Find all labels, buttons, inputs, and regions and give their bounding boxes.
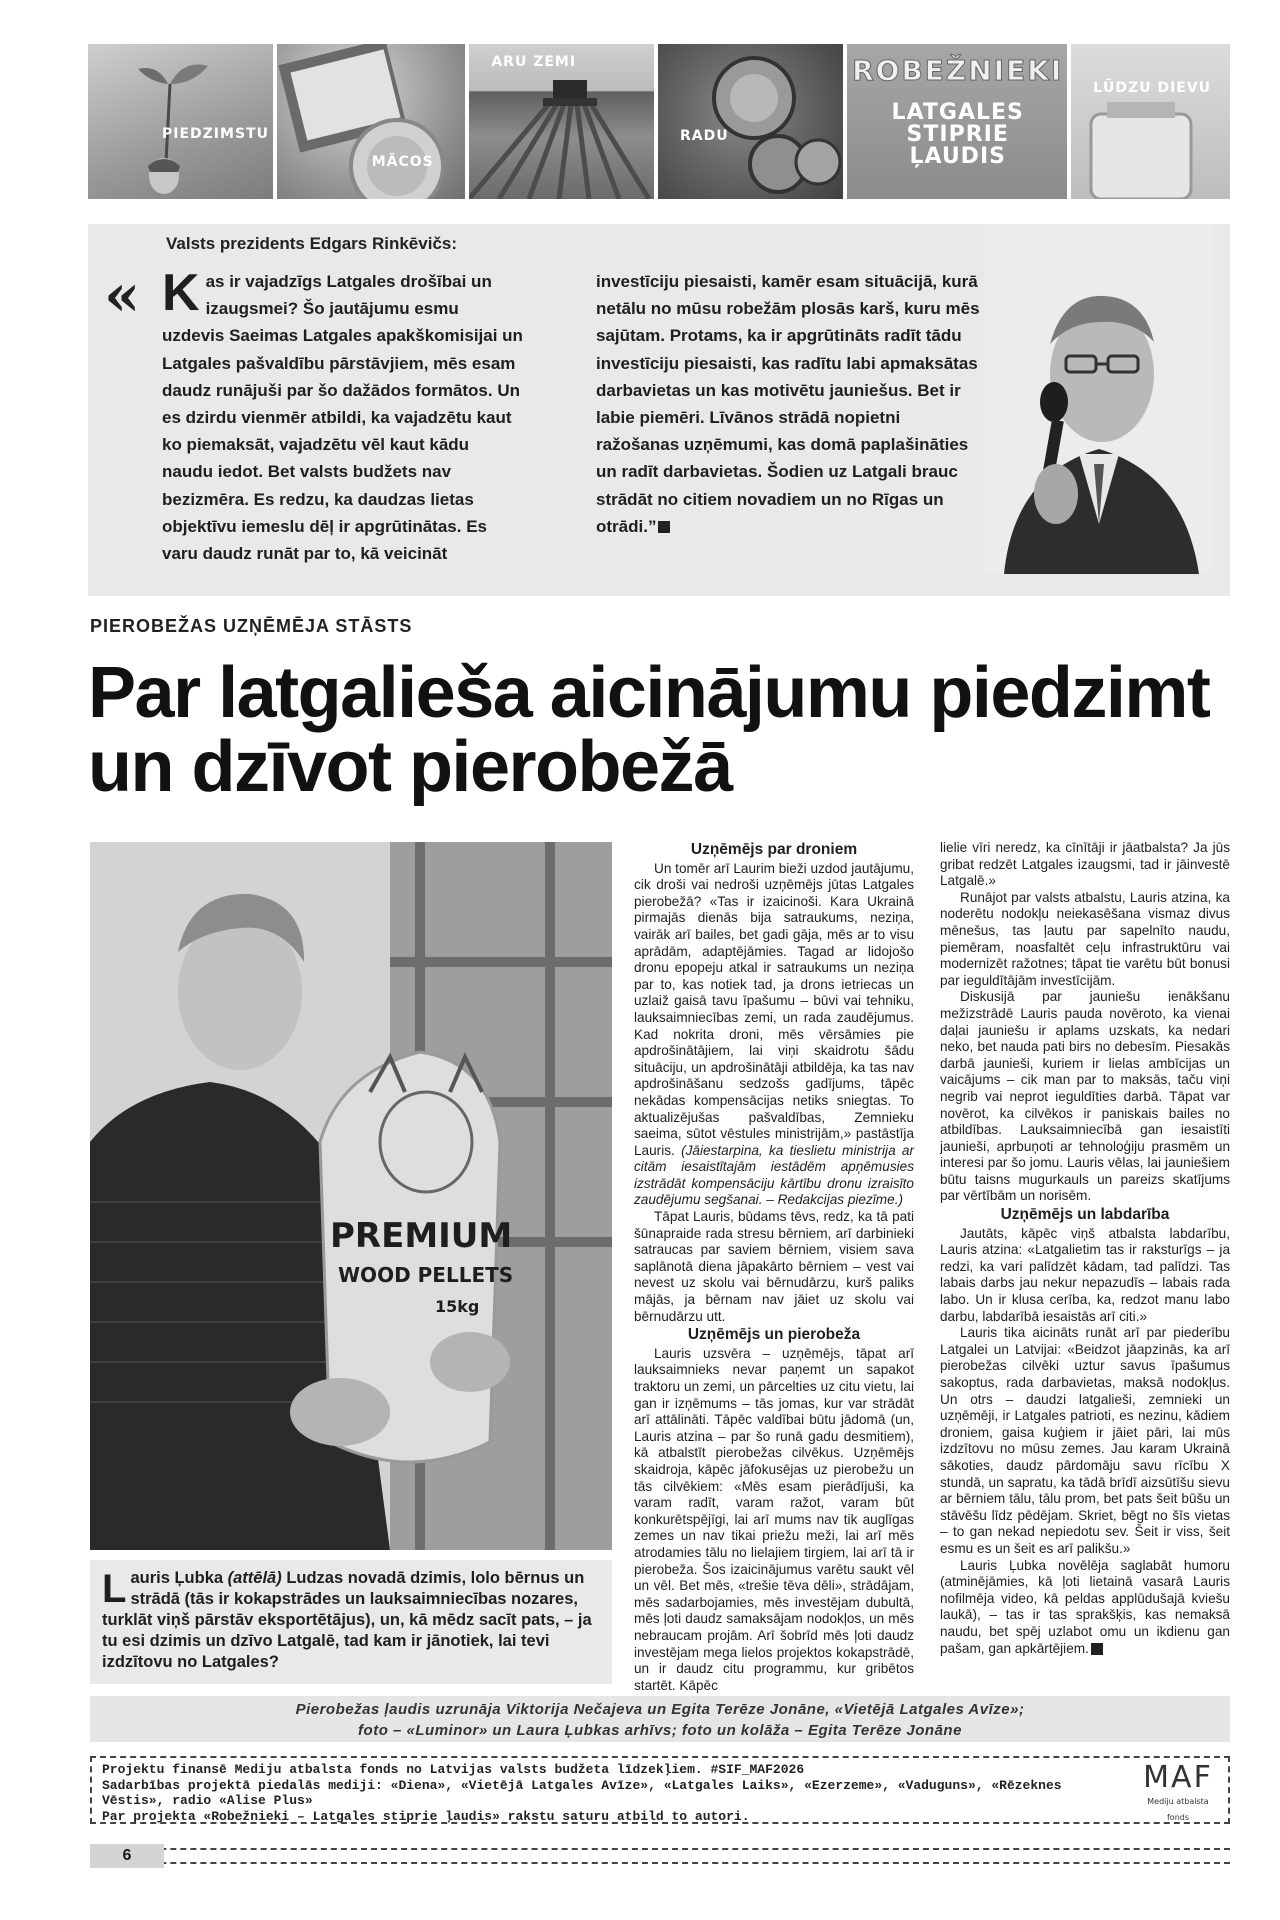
paragraph: Runājot par valsts atbalstu, Lauris atzina, ka noderētu nodokļu neiekasēšana vismaz divus mēnešus, tas ļautu par sapelnīto naudu, piemēram, noasfaltēt ceļu infrastruktūru vai modernizēt ražotnes; tāpat tie varētu būt bonusi par ieguldītājām investīcijām. — [940, 889, 1230, 988]
article-kicker: PIEROBEŽAS UZŅĒMĒJA STĀSTS — [90, 616, 413, 636]
author-credits — [90, 1696, 1230, 1742]
paragraph: lielie vīri neredz, ka cīnītāji ir jāatbalsta? Ja jūs gribat redzēt Latgales izaugsmi, tad ir jāinvestē Latgalē.» — [940, 840, 1230, 889]
brand-sub-2: STIPRIE — [906, 122, 1009, 147]
paragraph — [940, 1558, 1230, 1658]
candles-image — [658, 44, 843, 199]
paragraph: Tāpat Lauris, būdams tēvs, redz, ka tā pati šūnapraide rada stresu bērniem, arī darbinieki satraucas par saviem bērniem, visiem sava saplānotā diena jāpakārto bērniem – vest vai nevest uz skolu vai bērnudārzu, kurš paliks mājās, ja bērnam nav jāiet uz skolu vai bērnudārzu utt. — [634, 1209, 914, 1324]
quote-text-2: investīciju piesaisti, kamēr esam situācijā, kurā netālu no mūsu robežām plosās karš, kuru mēs sajūtam. Protams, ka ir apgrūtināts radīt tādu investīciju piesaisti, kas radītu labi apmaksātas darbavietas un kas motivētu jauniešus. Bet ir labie piemēri. Līvānos strādā nopietni ražošanas uzņēmumi, kas domā paplašināties un radīt darbavietas. Šodien uz Latgali brauc strādāt no citiem novadiem un no Rīgas un otrādi.” — [596, 272, 980, 536]
tile-label: RADU — [680, 128, 729, 144]
maf-logo-subtext: Mediju atbalsta fonds — [1147, 1797, 1209, 1822]
caption-em: (attēlā) — [227, 1569, 282, 1587]
funding-line-1: Projektu finansē Mediju atbalsta fonds no Latvijas valsts budžeta līdzekļiem. #SIF_MAF2026 — [102, 1762, 805, 1777]
funding-notice — [90, 1756, 1230, 1824]
books-cup-image — [277, 44, 466, 199]
tile-label: LŪDZU DIEVU — [1093, 80, 1212, 96]
tile-aru-zemi — [469, 44, 654, 199]
header-photo-strip — [88, 44, 1230, 199]
page-number: 6 — [90, 1844, 164, 1868]
tile-radu — [658, 44, 843, 199]
man-with-pellet-bag-image — [90, 842, 612, 1550]
caption-name: auris Ļubka — [130, 1569, 228, 1587]
tile-label: PIEDZIMSTU — [162, 126, 269, 142]
article-title — [88, 653, 1238, 807]
tile-macos — [277, 44, 466, 199]
tile-label: ARU ZEMI — [491, 54, 577, 70]
subheading-labdariba: Uzņēmējs un labdarība — [1000, 1206, 1170, 1224]
credit-line-2: foto – «Luminor» un Laura Ļubkas arhīvs; foto un kolāža – Egita Terēze Jonāne — [358, 1722, 962, 1739]
paragraph: Jautāts, kāpēc viņš atbalsta labdarību, Lauris atzina: «Latgalietim tas ir raksturīgs – ja redzi, ka vari palīdzēt kādam, tad palīdzi. Tas labais darbs jau nekur nepazudīs – labais rada labo. Un ir klusa cerība, ka, redzot manu labo darbu, labdarībā iesaistās arī citi.» — [940, 1225, 1230, 1324]
tile-label: MĀCOS — [371, 154, 434, 170]
end-mark-icon — [658, 521, 670, 533]
article-column-b — [940, 840, 1230, 1657]
quote-speaker: Valsts prezidents Edgars Rinkēvičs: — [166, 234, 458, 253]
maf-logo — [1138, 1762, 1218, 1825]
funding-line-3: Par projekta «Robežnieki – Latgales stiprie ļaudis» rakstu saturu atbild to autori. — [102, 1808, 750, 1824]
paragraph: Diskusijā par jauniešu ienākšanu mežizstrādē Lauris pauda novēroto, ka vienai daļai jauniešu ir aplams uzskats, ka nedari neko, bet nauda pati birs no debesīm. Piesakās darbā jaunieši, kuriem ir lielas ambīcijas un vaicājums – cik man par to maksās, taču viņi negrib vai neprot ieguldīties darbā. Tāpat var novērot, ka cilvēkos ir paniskais bailes no atbildības. Lauksaimniecībā gan iesaistīti jaunieši, aprbuņoti ar tehnoloģiju prasmēm un interesi par šo jomu. Lauris vēlas, lai jauniešiem būtu taisns mugurkauls un pareizs skatījums par vērtībām un norisēm. — [940, 989, 1230, 1204]
bag-sub-text: WOOD PELLETS — [338, 1263, 514, 1287]
caption-dropcap: L — [102, 1567, 127, 1611]
page-footer-bar — [90, 1848, 1230, 1864]
brand-sub-3: ĻAUDIS — [909, 144, 1006, 169]
quote-dropcap: K — [162, 264, 200, 322]
title-line-2: un dzīvot pierobežā — [88, 727, 732, 807]
quote-mark: « — [104, 261, 141, 329]
brand-title: ROBEŽNIEKI — [852, 54, 1064, 87]
photo-caption — [90, 1560, 612, 1684]
quote-text-1: as ir vajadzīgs Latgales drošībai un izaugsmei? Šo jautājumu esmu uzdevis Saeimas Latgales apakškomisijai un Latgales pašvaldību pārstāvjiem, mēs esam daudz runājuši par šo dažādos formātos. Un es dzirdu vienmēr atbildi, ka vajadzētu kaut ko piemaksāt, vajadzētu vēl kaut kādu naudu iedot. Bet valsts budžets nav bezizmēra. Es redzu, ka daudzas lietas objektīvu iemeslu dēļ ir apgrūtinātas. Es varu daudz runāt par to, kā veicināt — [162, 272, 523, 564]
tile-ludzu-dievu — [1071, 44, 1230, 199]
credit-line-1: Pierobežas ļaudis uzrunāja Viktorija Nečajeva un Egita Terēze Jonāne, «Vietējā Latgales Avīze»; — [295, 1701, 1025, 1718]
editor-note: (Jāiestarpina, ka tieslietu ministrija ar citām iesaistītajām iestādēm apņēmusies izstrādāt kompensāciju kārtību dronu izraisīto zaudējumu segšanai. – Redakcijas piezīme.) — [634, 1142, 915, 1208]
bag-brand-text: PREMIUM — [330, 1216, 513, 1256]
honey-jar-image — [1071, 44, 1230, 199]
quote-column-2 — [596, 268, 986, 540]
funding-line-2: Sadarbības projektā piedalās mediji: «Diena», «Vietējā Latgales Avīze», «Latgales Laiks», «Ezerzeme», «Vaduguns», «Rēzeknes Vēstis», radio «Alise Plus» — [102, 1777, 1062, 1808]
president-quote-box — [88, 224, 1230, 596]
brand-sub-1: LATGALES — [891, 100, 1024, 125]
president-portrait-image — [984, 224, 1214, 574]
article-column-a — [634, 840, 914, 1694]
main-photo-lauris — [90, 842, 612, 1550]
acorn-sprout-image — [88, 44, 273, 199]
paragraph: Lauris tika aicināts runāt arī par piederību Latgalei un Latvijai: «Beidzot jāapzinās, ka arī pierobežas cilvēki uztur savus īpašumus sakoptus, rada darbavietas, maksā nodokļus. Un otrs – daudzi latgalieši, zemnieki un uzņēmēji, ir Latgales patrioti, es nezinu, kādiem droniem, gaisa kuģiem ir jāiet pāri, lai mūs izdzītovu no mūsu zemes. Jau karam Ukrainā sākoties, daudz pārdomāju savu rīcību X stundā, un sapratu, ka tādā brīdī aizsūtīšu sievu ar bērniem tālu, tālu prom, bet pats šeit būšu un stāvēšu līdz pēdējam. Skriet, bēgt no šīs vietas – to gan nekad nepiedotu sev. Šeit ir viss, šeit esmu es un šeit es arī palikšu.» — [940, 1325, 1230, 1556]
paragraph-text: Lauris Ļubka novēlēja saglabāt humoru (atminējāmies, kā ļoti lietainā vasarā Lauris nofilmēja video, kā peldas applūdušajā kviešu laukā), – tas ir tas sprakšķis, kas nemaksā naudu, bet spēj uzlabot omu un ikdienu gan pašam, gan apkārtējiem. — [940, 1557, 1230, 1656]
subheading-droni: Uzņēmējs par droniem — [690, 841, 858, 858]
paragraph: Lauris uzsvēra – uzņēmējs, tāpat arī lauksaimnieks nevar paņemt un sapakot traktoru un zemi, un pārcelties uz citu vietu, lai gan ir izņēmums – tās jomas, kur var strādāt arī attālināti. Tāpēc valdībai būtu jādomā (un, Lauris atzina – par šo runā gadu desmitiem), kā atbalstīt pierobežas cilvēkus. Uzņēmējs skaidroja, kāpēc jāfokusējas uz pierobežu un tās cilvēkiem: «Mēs esam pierādījuši, ka varam radīt, varam ražot, varam būt konkurētspējīgi, lai arī mums nav tik auglīgas zemes un nav tikai priežu meži, lai arī mēs atrodamies tālu no lielajiem tirgiem, lai arī tā ir pierobeža. Šos izaicinājumus varētu saukt vēl un vēl. Bet mēs, «trešie tēva dēli», strādājam, mēs sadarbojamies, mēs investējam dubultā, mēs ļoti daudz samaksājam nodokļos, un mēs nebraucam projām. Arī šobrīd mēs ļoti daudz investējam mega lielos projektos kokapstrādē, un ir daudz citu programmu, kur gribētos startēt. Kāpēc — [634, 1345, 914, 1693]
paragraph — [634, 861, 914, 1209]
tile-robezhnieki-brand — [847, 44, 1067, 199]
tile-piedzimstu — [88, 44, 273, 199]
end-mark-icon — [1091, 1643, 1103, 1655]
title-line-1: Par latgalieša aicinājumu piedzimt — [88, 653, 1210, 733]
maf-logo-text: MAF — [1143, 1760, 1213, 1795]
paragraph-text: Un tomēr arī Laurim bieži uzdod jautājumu, cik droši vai nedroši uzņēmējs jūtas Latgales pierobežā? «Tas ir izaicinoši. Kara Ukrainā pirmajās dienās bija satraukums, neziņa, vairāk arī bailes, bet gadi gāja, mēs ar to visu aprādām, adaptējāmies. Tagad ar lidojošo dronu epopeju atkal ir satraukums un neziņa par to, kas notiek tad, ja drons ietriecas un uzlaiž gaisā tavu īpašumu – būvi vai tehniku, lauksaimniecības zemi, un rada zaudējumus. Kad nokrita droni, mēs vērsāmies pie apdrošinātājiem, lai viņi skaidrotu šādu situāciju, un apdrošinātāji atbildēja, ka tas nav apdrošināšanu sedzošs gadījums, tāpēc nekādas kompensācijas netiks sniegtas. To aktualizējušas pašvaldības, Zemnieku saeima, sūtot vēstules ministrijām,» pastāstīja Lauris. — [634, 860, 914, 1158]
bag-weight-text: 15kg — [435, 1297, 480, 1316]
subheading-pierobeza: Uzņēmējs un pierobeža — [687, 1326, 861, 1344]
quote-column-1 — [162, 264, 524, 567]
caption-rest: Ludzas novadā dzimis, lolo bērnus un strādā (tās ir kokapstrādes un lauksaimniecības nozares, turklāt viņš pārstāv eksportētājus), un, kā mēdz sacīt pats, – ja tu esi dzimis un dzīvo Latgalē, tad kam ir jānotiek, lai tevi izdzītovu no Latgales? — [102, 1569, 592, 1671]
